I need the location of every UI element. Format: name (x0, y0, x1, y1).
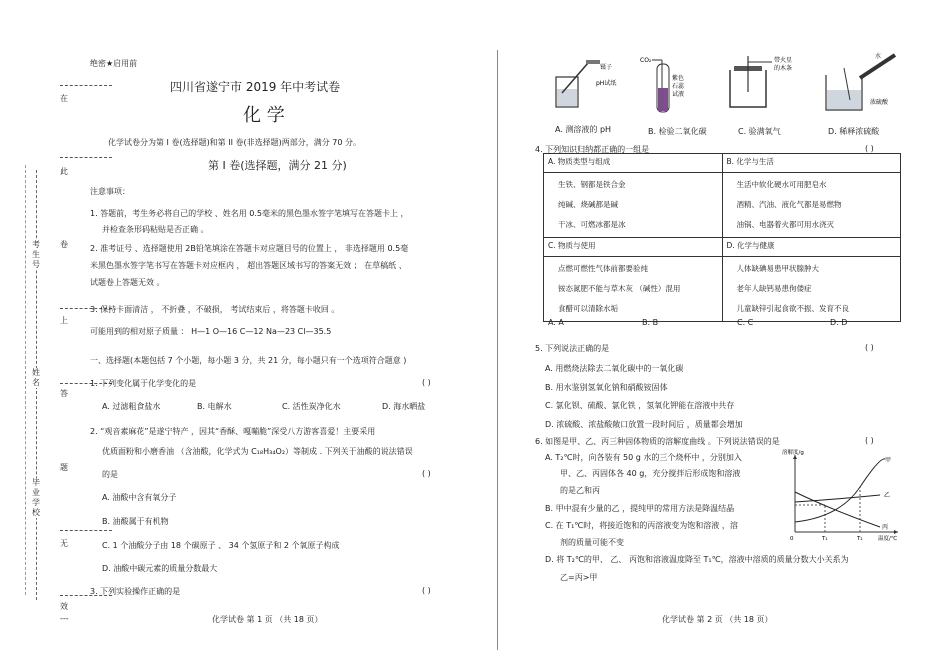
note-1b: 并检查条形码粘贴是否正确 。 (102, 225, 209, 234)
q6-option-a3: 的是乙和丙 (560, 486, 600, 495)
label-ph-paper: pH试纸 (596, 80, 617, 87)
atomic-mass: 可能用到的相对原子质量 ： H—1 O—16 C—12 Na—23 Cl—35.5 (90, 327, 332, 336)
q2-option-c: C. 1 个油酸分子由 18 个碳原子 、 34 个氢原子和 2 个氧原子构成 (102, 541, 340, 550)
binding-line-outer (25, 165, 26, 595)
q5-answer-paren: ( ) (865, 343, 874, 352)
q4-cell-c-head: C. 物质与使用 (544, 238, 723, 257)
label-splint: 的木条 (774, 65, 793, 72)
q6-option-c2: 剂的质量可能不变 (560, 538, 624, 547)
q4-cell-a-body: 生铁、钢都是铁合金 纯碱、烧碱都是碱 干冰、可燃冰都是冰 (544, 173, 723, 238)
chart-x-label: 温度/℃ (878, 536, 898, 542)
section-one-title: 第 I 卷(选择题，满分 21 分) (208, 159, 347, 172)
q3-option-b: B. 检验二氧化碳 (648, 127, 707, 136)
note-2c: 试题卷上答题无效 。 (90, 278, 165, 287)
q4-cell-b-head: B. 化学与生活 (722, 154, 901, 173)
seal-char: 此 (60, 167, 68, 176)
label-solution: 试液 (672, 91, 685, 98)
q5-option-a: A. 用燃烧法除去二氧化碳中的一氧化碳 (545, 364, 684, 373)
q2-stem-2: 优质面粉和小磨香油 （含油酸，化学式为 C₁₈H₃₄O₂）等制成 . 下列关于油酸的说法错误 (102, 447, 413, 456)
q4-cell-b-body: 生活中软化硬水可用肥皂水 酒精、汽油、液化气都是易燃物 油锅、电器着火都可用水浇灭 (722, 173, 901, 238)
label-water: 水 (875, 53, 882, 60)
curve-jia (795, 459, 885, 522)
q3-stem: 3. 下列实验操作正确的是 (90, 587, 181, 596)
seal-char: 在 (60, 94, 68, 103)
curve-label-yi: 乙 (884, 492, 891, 499)
q6-answer-paren: ( ) (865, 436, 874, 445)
q3-option-c: C. 验满氧气 (738, 127, 781, 136)
chart-t1: T₁ (822, 536, 828, 542)
seal-char: 卷 (60, 240, 68, 249)
field-candidate-number: 考生号 (32, 240, 40, 269)
part-one-heading: 一、选择题(本题包括 7 个小题，每小题 3 分，共 21 分，每小题只有一个选项符合题意 ) (90, 356, 407, 365)
q6-option-a1: A. T₂℃时，向各装有 50 g 水的三个烧杯中 ，分别加入 (545, 453, 742, 462)
q5-option-b: B. 用水鉴别氢氧化钠和硝酸铵固体 (545, 383, 668, 392)
q6-option-c1: C. 在 T₁℃时，将接近饱和的丙溶液变为饱和溶液 ，溶 (545, 521, 738, 530)
q5-stem: 5. 下列说法正确的是 (535, 344, 610, 353)
note-2a: 2. 准考证号 、选择题使用 2B铅笔填涂在答题卡对应题目号的位置上 ， 非选择题用 0.5毫 (90, 244, 409, 253)
seal-char: 答 (60, 389, 68, 398)
field-name: 姓名 (32, 368, 40, 387)
q4-cell-d-body: 人体缺碘易患甲状腺肿大 老年人缺钙易患佝偻症 儿童缺锌引起食欲不振、发育不良 (722, 257, 901, 322)
q4-knowledge-table (543, 153, 901, 322)
q2-option-a: A. 油酸中含有氧分子 (102, 493, 177, 502)
q3-option-d: D. 稀释浓硫酸 (828, 127, 880, 136)
curve-label-bing: 丙 (882, 524, 889, 531)
exam-intro: 化学试卷分为第 I 卷(选择题)和第 II 卷(非选择题)两部分，满分 70 分。 (108, 138, 361, 147)
q4-stem: 4. 下列知识归纳都正确的一组是 (535, 145, 650, 154)
q4-option-c: C. C (737, 318, 754, 327)
seal-char: 无 (60, 539, 68, 548)
seal-char: 上 (60, 316, 68, 325)
q4-cell-c-body: 点燃可燃性气体前都要验纯 铵态氮肥不能与草木灰 （碱性）混用 食醋可以清除水垢 (544, 257, 723, 322)
q3-option-a: A. 测溶液的 pH (555, 125, 612, 134)
q1-option-d: D. 海水晒盐 (382, 402, 426, 411)
q2-stem-3: 的是 (102, 470, 118, 479)
note-3: 3. 保持卡面清洁 ， 不折叠 ，不破损， 考试结束后 ，将答题卡收回 。 (90, 305, 340, 314)
chart-t2: T₂ (857, 536, 863, 542)
q2-option-b: B. 油酸属于有机物 (102, 517, 169, 526)
q6-stem: 6. 如图是甲、乙、丙三种固体物质的溶解度曲线 。下列说法错误的是 (535, 437, 780, 446)
footer-page-1: 化学试卷 第 1 页 （共 18 页） (212, 615, 323, 624)
field-school: 毕业学校 (32, 478, 40, 517)
secret-label: 绝密★启用前 (90, 59, 138, 68)
q6-option-a2: 甲、乙、丙固体各 40 g，充分搅拌后形成饱和溶液 (560, 469, 741, 478)
q5-option-d: D. 浓硫酸、浓盐酸敞口放置一段时间后 ，质量都会增加 (545, 420, 743, 429)
q1-option-a: A. 过滤粗食盐水 (102, 402, 161, 411)
seal-line (60, 85, 112, 86)
q1-option-c: C. 活性炭净化水 (282, 402, 341, 411)
label-conc-acid: 浓硫酸 (870, 99, 889, 106)
q4-option-d: D. D (830, 318, 848, 327)
seal-char: 效 (60, 602, 68, 611)
q1-stem: 1. 下列变化属于化学变化的是 (90, 379, 197, 388)
q3-image-co2-test (638, 50, 688, 120)
oleic-acid-formula: C₁₈H₃₄O₂ (251, 447, 286, 456)
q4-cell-d-head: D. 化学与健康 (722, 238, 901, 257)
q5-option-c: C. 氯化钡、硫酸、氯化铁 ，氢氧化钾能在溶液中共存 (545, 401, 735, 410)
curve-bing (795, 492, 880, 527)
solubility-curve-figure (780, 447, 905, 542)
q2-option-d: D. 油酸中碳元素的质量分数最大 (102, 564, 218, 573)
q2-answer-paren: ( ) (422, 469, 431, 478)
subject-title: 化 学 (243, 105, 285, 126)
notes-title: 注意事项： (90, 187, 130, 196)
q4-option-b: B. B (642, 318, 659, 327)
curve-label-jia: 甲 (885, 457, 892, 464)
q6-option-d2: 乙=丙>甲 (560, 573, 598, 582)
seal-line (60, 157, 112, 158)
footer-page-2: 化学试卷 第 2 页 （共 18 页） (662, 615, 773, 624)
q4-cell-a-head: A. 物质类型与组成 (544, 154, 723, 173)
page-divider (497, 50, 498, 650)
q3-answer-paren: ( ) (422, 586, 431, 595)
seal-line-end: --- (60, 614, 69, 623)
label-tweezers: 镊子 (600, 64, 613, 71)
exam-title: 四川省遂宁市 2019 年中考试卷 (170, 80, 341, 94)
q6-option-b: B. 甲中混有少量的乙 ，提纯甲的常用方法是降温结晶 (545, 504, 735, 513)
chart-origin: 0 (790, 536, 794, 542)
q1-answer-paren: ( ) (422, 378, 431, 387)
label-litmus: 石蕊 (672, 83, 685, 90)
note-1a: 1. 答题前，考生务必将自己的学校 、姓名用 0.5毫米的黑色墨水签字笔填写在答题卡上 ， (90, 209, 409, 218)
label-co2: CO₂ (640, 57, 652, 64)
seal-char: 题 (60, 463, 68, 472)
note-2b: 米黑色墨水签字笔书写在答题卡对应框内 ， 超出答题区域书写的答案无效 ； 在草稿纸 、 (90, 261, 407, 270)
seal-line (60, 530, 112, 531)
q2-stem-1: 2. “观音素麻花”是遂宁特产 ，因其“香酥、嘎嘣脆”深受八方游客喜爱！主要采用 (90, 427, 376, 436)
q3-image-ph-test (548, 55, 618, 115)
label-purple: 紫色 (672, 75, 685, 82)
q3-image-dilution (820, 50, 905, 115)
chart-y-label: 溶解度/g (782, 450, 804, 456)
q6-option-d1: D. 将 T₂℃的甲、 乙、 丙饱和溶液温度降至 T₁℃，溶液中溶质的质量分数大小关系为 (545, 555, 849, 564)
q4-option-a: A. A (548, 318, 564, 327)
q3-image-oxygen-test (722, 52, 802, 112)
label-glowing: 带火星 (774, 57, 793, 64)
q1-option-b: B. 电解水 (197, 402, 232, 411)
q4-answer-paren: ( ) (865, 144, 874, 153)
